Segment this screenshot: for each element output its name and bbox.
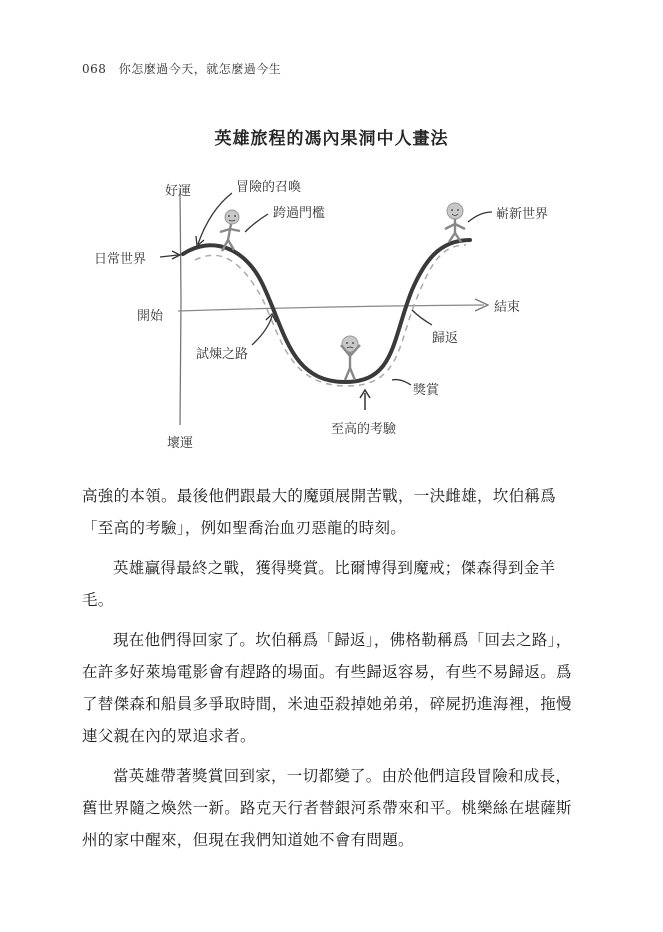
label-supreme-ordeal: 至高的考驗 <box>331 422 397 437</box>
label-new-world: 嶄新世界 <box>496 207 549 222</box>
body-text <box>82 480 582 856</box>
label-end: 結束 <box>494 300 521 315</box>
label-the-return: 歸返 <box>432 331 459 346</box>
paragraph-3: 現在他們得回家了。坎伯稱爲「歸返」，佛格勒稱爲「回去之路」，在許多好萊塢電影會有趕路的場面。有些歸返容易，有些不易歸返。爲了替傑森和船員多爭取時間，米迪亞殺掉她弟弟，碎屍扔進海裡，拖慢連父親在內的眾追求者。 <box>82 631 572 745</box>
threshold-arrow <box>245 214 268 232</box>
reward-arrow <box>392 380 411 385</box>
fortune-axis <box>180 190 181 425</box>
label-road-of-trials: 試煉之路 <box>196 347 249 362</box>
time-axis <box>178 305 484 311</box>
label-good-fortune: 好運 <box>165 184 192 199</box>
label-ordinary-world: 日常世界 <box>94 252 147 267</box>
trials-arrow <box>252 316 272 345</box>
label-beginning: 開始 <box>137 309 164 324</box>
label-crossing-threshold: 跨過門檻 <box>273 206 326 221</box>
return-arrow <box>412 310 432 325</box>
label-call-to-adventure: 冒險的召喚 <box>236 180 302 195</box>
paragraph-4: 當英雄帶著獎賞回到家，一切都變了。由於他們這段冒險和成長，舊世界隨之煥然一新。路克天行者替銀河系帶來和平。桃樂絲在堪薩斯州的家中醒來，但現在我們知道她不會有問題。 <box>82 767 572 849</box>
new-world-arrow <box>468 212 492 222</box>
diagram-title: 英雄旅程的馮內果洞中人畫法 <box>214 129 449 149</box>
figure-ordeal-icon <box>341 336 360 380</box>
paragraph-1: 高強的本領。最後他們跟最大的魔頭展開苦戰，一決雌雄，坎伯稱爲「至高的考驗」，例如聖喬治血刃惡龍的時刻。 <box>82 487 557 537</box>
label-ill-fortune: 壞運 <box>167 436 194 451</box>
page-number: 068 <box>82 62 107 76</box>
paragraph-2: 英雄贏得最終之戰，獲得獎賞。比爾博得到魔戒；傑森得到金羊毛。 <box>82 559 556 609</box>
book-title: 你怎麼過今天，就怎麼過今生 <box>118 62 282 76</box>
label-reward: 獎賞 <box>413 383 440 398</box>
figure-new-world-icon <box>445 203 465 242</box>
